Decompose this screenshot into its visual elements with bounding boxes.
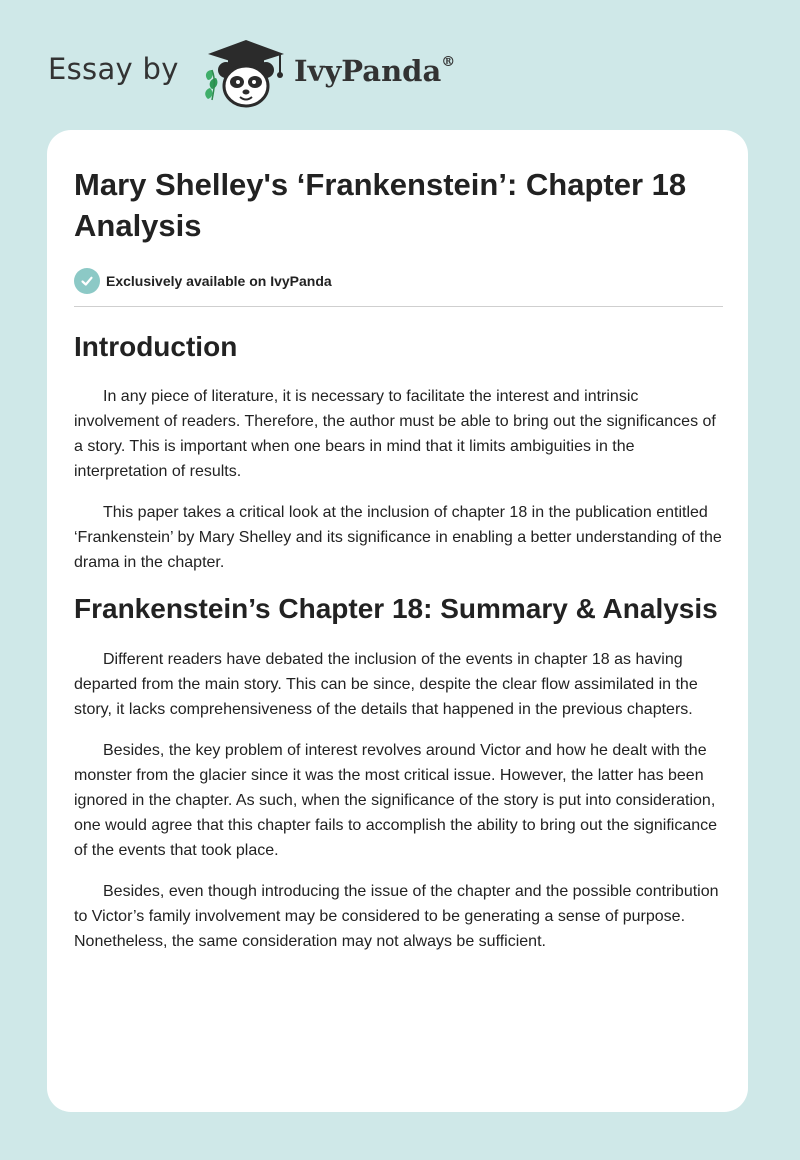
paragraph: Besides, even though introducing the issue of the chapter and the possible contribution to Victor’s family involvement may be considered to be generating a sense of purpose. Nonetheless, the same consideration may not always be sufficient.: [74, 883, 719, 950]
check-circle-icon: [74, 268, 100, 294]
brand-text: IvyPanda: [294, 54, 442, 88]
section-heading-summary-analysis: Frankenstein’s Chapter 18: Summary & Analysis: [74, 593, 718, 624]
article-content: [74, 164, 724, 954]
ivy-leaf-icon: [205, 70, 217, 100]
paragraph: This paper takes a critical look at the inclusion of chapter 18 in the publication entitled ‘Frankenstein’ by Mary Shelley and its significance in enabling a better understanding of the drama in the chapter.: [74, 504, 722, 571]
section-heading-introduction: Introduction: [74, 331, 238, 362]
divider: [74, 306, 723, 307]
paragraph: In any piece of literature, it is necessary to facilitate the interest and intrinsic involvement of readers. Therefore, the author must be able to bring out the significances of a story. This is important when one bears in mind that it limits ambiguities in the interpretation of results.: [74, 388, 716, 480]
registered-mark: ®: [441, 54, 456, 71]
article-title: Mary Shelley's ‘Frankenstein’: Chapter 18 Analysis: [74, 167, 687, 243]
paragraph: Different readers have debated the inclusion of the events in chapter 18 as having departed from the main story. This can be since, despite the clear flow assimilated in the story, it lacks comprehensiveness of the details that happened in the previous chapters.: [74, 651, 698, 718]
article-card: [47, 130, 748, 1112]
exclusive-badge: [74, 268, 724, 294]
paragraph: Besides, the key problem of interest revolves around Victor and how he dealt with the monster from the glacier since it was the most critical issue. However, the latter has been ignored in the chapter. As such, when the significance of the story is put into consideration, one would agree that this chapter fails to accomplish the ability to bring out the significance of the events that took place.: [74, 742, 718, 859]
essay-by-label: Essay by: [48, 52, 179, 86]
exclusive-label: Exclusively available on IvyPanda: [106, 273, 332, 289]
panda-graduate-icon[interactable]: [200, 34, 292, 110]
brand-name[interactable]: [294, 54, 455, 88]
site-header: [48, 30, 548, 110]
